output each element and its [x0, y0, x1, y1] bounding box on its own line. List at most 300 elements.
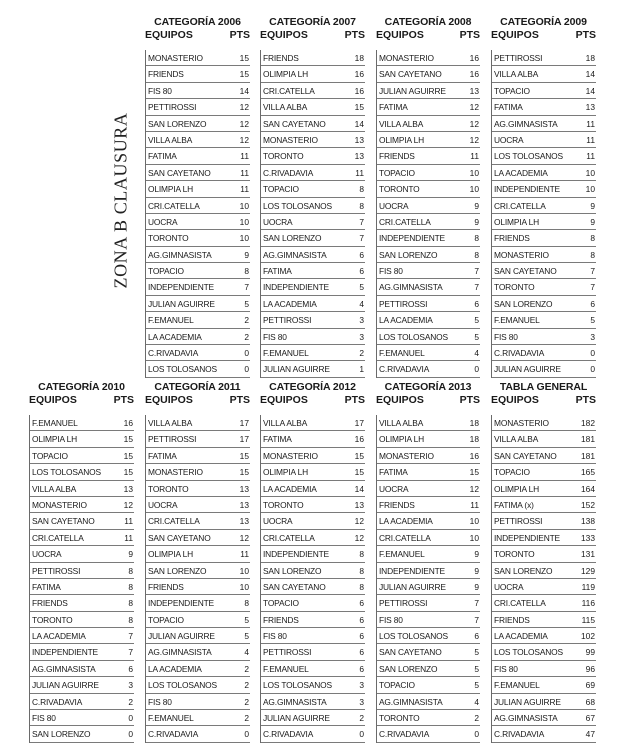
team-points: 9 — [474, 216, 479, 227]
team-name: SAN CAYETANO — [379, 647, 442, 658]
table-row — [377, 214, 480, 230]
table-row — [146, 361, 250, 377]
team-name: PETTIROSSI — [263, 647, 312, 658]
team-name: JULIAN AGUIRRE — [263, 364, 330, 375]
team-points: 6 — [128, 663, 133, 674]
table-row — [492, 694, 596, 710]
table-row — [492, 431, 596, 447]
table-row — [261, 497, 365, 513]
team-points: 96 — [585, 663, 595, 674]
team-name: AG.GIMNASISTA — [494, 118, 558, 129]
team-name: CRI.CATELLA — [148, 516, 200, 527]
table-row — [377, 661, 480, 677]
table-row — [377, 628, 480, 644]
table-row — [261, 710, 365, 726]
table-row — [492, 361, 596, 377]
table-row — [261, 312, 365, 328]
table-row — [261, 579, 365, 595]
team-points: 0 — [128, 729, 133, 740]
team-name: OLIMPIA LH — [494, 483, 540, 494]
team-name: OLIMPIA LH — [379, 434, 425, 445]
table-row — [30, 513, 134, 529]
column-header-team: EQUIPOS — [260, 29, 308, 41]
table-row — [492, 50, 596, 66]
table-row — [377, 530, 480, 546]
table-row — [261, 431, 365, 447]
team-points: 13 — [239, 516, 249, 527]
table-row — [492, 329, 596, 345]
team-points: 16 — [354, 69, 364, 80]
table-row — [30, 579, 134, 595]
team-name: JULIAN AGUIRRE — [263, 713, 330, 724]
table-rows — [260, 50, 365, 378]
team-points: 10 — [239, 565, 249, 576]
table-row — [261, 198, 365, 214]
column-header-team: EQUIPOS — [376, 394, 424, 406]
team-name: C.RIVADAVIA — [32, 696, 83, 707]
table-row — [146, 263, 250, 279]
team-name: SAN LORENZO — [379, 663, 438, 674]
table-row — [377, 481, 480, 497]
team-points: 7 — [590, 266, 595, 277]
table-row — [30, 464, 134, 480]
team-points: 5 — [244, 298, 249, 309]
team-points: 8 — [244, 266, 249, 277]
column-header-points: PTS — [459, 394, 480, 406]
table-header — [260, 28, 365, 42]
table-row — [492, 296, 596, 312]
team-points: 13 — [354, 134, 364, 145]
table-row — [261, 50, 365, 66]
team-points: 102 — [581, 631, 595, 642]
team-name: LOS TOLOSANOS — [494, 151, 563, 162]
table-row — [146, 415, 250, 431]
table-row — [377, 99, 480, 115]
team-points: 6 — [359, 631, 364, 642]
team-name: CRI.CATELLA — [263, 532, 315, 543]
team-points: 6 — [359, 249, 364, 260]
table-row — [261, 563, 365, 579]
team-points: 119 — [581, 581, 595, 592]
table-row — [377, 448, 480, 464]
table-row — [261, 661, 365, 677]
team-name: SAN CAYETANO — [263, 581, 326, 592]
team-points: 2 — [474, 713, 479, 724]
team-points: 11 — [586, 151, 595, 162]
team-points: 9 — [474, 200, 479, 211]
team-name: F.EMANUEL — [379, 348, 425, 359]
team-name: LA ACADEMIA — [32, 631, 86, 642]
table-rows — [29, 415, 134, 743]
team-points: 5 — [590, 315, 595, 326]
column-header-points: PTS — [575, 29, 596, 41]
table-row — [261, 230, 365, 246]
table-row — [492, 83, 596, 99]
team-points: 5 — [474, 331, 479, 342]
team-name: F.EMANUEL — [148, 315, 194, 326]
table-row — [30, 431, 134, 447]
team-points: 13 — [354, 151, 364, 162]
team-points: 7 — [474, 266, 479, 277]
table-row — [146, 677, 250, 693]
team-points: 16 — [123, 418, 133, 428]
team-name: AG.GIMNASISTA — [263, 696, 327, 707]
table-row — [146, 165, 250, 181]
zona-title-text: ZONA B CLAUSURA — [110, 111, 131, 289]
team-points: 7 — [590, 282, 595, 293]
team-points: 133 — [581, 532, 595, 543]
team-name: F.EMANUEL — [263, 663, 309, 674]
table-row — [377, 431, 480, 447]
table-row — [492, 181, 596, 197]
team-points: 0 — [244, 348, 249, 359]
team-name: C.RIVADAVIA — [263, 729, 314, 740]
team-points: 5 — [474, 647, 479, 658]
table-row — [30, 694, 134, 710]
team-points: 13 — [354, 499, 364, 510]
team-points: 14 — [585, 85, 595, 96]
team-points: 9 — [590, 216, 595, 227]
team-name: FIS 80 — [263, 631, 287, 642]
team-name: C.RIVADAVIA — [263, 167, 314, 178]
team-points: 0 — [590, 364, 595, 375]
table-row — [146, 661, 250, 677]
table-row — [492, 148, 596, 164]
team-name: FRIENDS — [263, 614, 299, 625]
table-row — [492, 726, 596, 742]
table-row — [377, 279, 480, 295]
table-row — [261, 214, 365, 230]
team-name: VILLA ALBA — [148, 134, 193, 145]
column-header-points: PTS — [344, 394, 365, 406]
table-header — [29, 393, 134, 407]
team-points: 5 — [244, 614, 249, 625]
team-name: INDEPENDIENTE — [263, 282, 329, 293]
team-points: 17 — [239, 434, 249, 445]
team-points: 7 — [474, 614, 479, 625]
table-row — [261, 481, 365, 497]
team-points: 10 — [585, 184, 595, 195]
table-row — [146, 448, 250, 464]
table-row — [377, 329, 480, 345]
table-row — [146, 132, 250, 148]
table-row — [261, 464, 365, 480]
team-name: CRI.CATELLA — [32, 532, 84, 543]
team-points: 131 — [581, 549, 595, 560]
team-points: 9 — [474, 549, 479, 560]
team-points: 6 — [474, 631, 479, 642]
team-points: 7 — [244, 282, 249, 293]
team-points: 5 — [359, 282, 364, 293]
table-row — [492, 116, 596, 132]
team-name: TOPACIO — [32, 450, 68, 461]
team-name: INDEPENDIENTE — [32, 647, 98, 658]
team-name: FATIMA — [263, 434, 292, 445]
team-points: 8 — [128, 565, 133, 576]
team-name: SAN LORENZO — [494, 298, 553, 309]
table-row — [30, 628, 134, 644]
team-points: 15 — [123, 434, 133, 445]
team-name: TOPACIO — [148, 266, 184, 277]
team-name: OLIMPIA LH — [263, 69, 309, 80]
table-row — [492, 415, 596, 431]
table-row — [492, 710, 596, 726]
team-name: VILLA ALBA — [494, 434, 539, 445]
team-name: MONASTERIO — [494, 418, 549, 428]
team-points: 2 — [244, 713, 249, 724]
team-points: 15 — [354, 102, 364, 113]
team-name: LA ACADEMIA — [263, 298, 317, 309]
team-name: PETTIROSSI — [494, 516, 543, 527]
table-row — [146, 312, 250, 328]
category-title: CATEGORÍA 2006 — [154, 16, 241, 28]
team-points: 14 — [354, 118, 364, 129]
team-name: UOCRA — [263, 216, 293, 227]
team-points: 11 — [240, 151, 249, 162]
column-header-team: EQUIPOS — [145, 29, 193, 41]
table-row — [377, 345, 480, 361]
team-points: 12 — [123, 499, 133, 510]
table-row — [146, 563, 250, 579]
team-points: 6 — [474, 298, 479, 309]
table-row — [261, 644, 365, 660]
table-header — [376, 28, 480, 42]
team-name: FIS 80 — [379, 266, 403, 277]
table-row — [261, 99, 365, 115]
team-name: PETTIROSSI — [379, 598, 428, 609]
table-row — [377, 644, 480, 660]
table-row — [30, 661, 134, 677]
team-name: PETTIROSSI — [494, 53, 543, 63]
team-name: CRI.CATELLA — [379, 532, 431, 543]
table-row — [146, 50, 250, 66]
team-points: 15 — [469, 467, 479, 478]
table-row — [146, 497, 250, 513]
table-row — [377, 116, 480, 132]
team-points: 10 — [239, 200, 249, 211]
team-points: 3 — [128, 680, 133, 691]
team-points: 3 — [359, 696, 364, 707]
table-row — [377, 546, 480, 562]
table-row — [492, 132, 596, 148]
table-row — [492, 513, 596, 529]
column-header-points: PTS — [113, 394, 134, 406]
table-row — [492, 497, 596, 513]
table-row — [377, 415, 480, 431]
team-points: 7 — [474, 282, 479, 293]
team-points: 15 — [239, 69, 249, 80]
team-name: LA ACADEMIA — [494, 167, 548, 178]
category-title: CATEGORÍA 2012 — [269, 381, 356, 393]
table-row — [492, 66, 596, 82]
team-points: 17 — [239, 418, 249, 428]
team-name: TORONTO — [379, 184, 420, 195]
team-name: SAN CAYETANO — [263, 118, 326, 129]
team-points: 8 — [359, 184, 364, 195]
team-points: 2 — [359, 348, 364, 359]
team-name: OLIMPIA LH — [263, 467, 309, 478]
team-points: 14 — [585, 69, 595, 80]
team-name: TOPACIO — [379, 167, 415, 178]
team-name: LOS TOLOSANOS — [148, 680, 217, 691]
team-name: SAN CAYETANO — [494, 450, 557, 461]
team-points: 16 — [354, 434, 364, 445]
team-points: 2 — [244, 680, 249, 691]
team-name: OLIMPIA LH — [148, 184, 194, 195]
team-name: FRIENDS — [379, 499, 415, 510]
table-row — [30, 710, 134, 726]
column-header-team: EQUIPOS — [491, 29, 539, 41]
team-name: SAN CAYETANO — [148, 532, 211, 543]
table-row — [377, 726, 480, 742]
category-title: CATEGORÍA 2007 — [269, 16, 356, 28]
team-name: SAN LORENZO — [379, 249, 438, 260]
column-header-team: EQUIPOS — [29, 394, 77, 406]
category-title: CATEGORÍA 2011 — [154, 381, 241, 393]
table-row — [146, 710, 250, 726]
table-header — [145, 393, 250, 407]
table-row — [377, 181, 480, 197]
table-row — [30, 415, 134, 431]
team-name: AG.GIMNASISTA — [379, 282, 443, 293]
column-header-team: EQUIPOS — [491, 394, 539, 406]
team-name: FIS 80 — [263, 331, 287, 342]
table-row — [30, 644, 134, 660]
team-name: PETTIROSSI — [148, 102, 197, 113]
table-rows — [145, 415, 250, 743]
team-points: 16 — [469, 69, 479, 80]
team-name: TORONTO — [148, 233, 189, 244]
team-name: OLIMPIA LH — [494, 216, 540, 227]
table-row — [377, 612, 480, 628]
team-points: 6 — [359, 614, 364, 625]
table-row — [492, 464, 596, 480]
team-name: TOPACIO — [263, 598, 299, 609]
table-row — [146, 726, 250, 742]
team-name: VILLA ALBA — [263, 418, 308, 428]
table-row — [146, 694, 250, 710]
table-row — [146, 513, 250, 529]
team-points: 11 — [586, 118, 595, 129]
table-row — [146, 247, 250, 263]
team-points: 9 — [590, 200, 595, 211]
team-points: 8 — [359, 200, 364, 211]
team-points: 12 — [239, 134, 249, 145]
team-name: AG.GIMNASISTA — [32, 663, 96, 674]
team-name: F.EMANUEL — [379, 549, 425, 560]
team-points: 18 — [469, 434, 479, 445]
team-points: 164 — [581, 483, 595, 494]
team-points: 99 — [585, 647, 595, 658]
team-name: FATIMA — [494, 102, 523, 113]
team-points: 11 — [586, 134, 595, 145]
team-points: 6 — [359, 663, 364, 674]
team-name: LOS TOLOSANOS — [148, 364, 217, 375]
team-name: OLIMPIA LH — [379, 134, 425, 145]
team-name: INDEPENDIENTE — [148, 598, 214, 609]
table-row — [377, 165, 480, 181]
team-name: VILLA ALBA — [263, 102, 308, 113]
table-row — [492, 448, 596, 464]
team-name: FIS 80 — [494, 663, 518, 674]
team-name: UOCRA — [494, 134, 524, 145]
team-name: FRIENDS — [148, 69, 184, 80]
standings-table — [491, 16, 596, 375]
table-row — [261, 448, 365, 464]
team-name: UOCRA — [379, 483, 409, 494]
table-row — [146, 644, 250, 660]
table-row — [377, 148, 480, 164]
table-row — [261, 66, 365, 82]
standings-table — [491, 381, 596, 740]
standings-table — [376, 16, 480, 375]
zona-title — [104, 60, 138, 340]
team-points: 10 — [239, 581, 249, 592]
table-row — [377, 83, 480, 99]
team-name: INDEPENDIENTE — [379, 565, 445, 576]
team-points: 3 — [590, 331, 595, 342]
team-name: F.EMANUEL — [32, 418, 78, 428]
table-rows — [491, 50, 596, 378]
table-row — [377, 263, 480, 279]
table-row — [492, 546, 596, 562]
team-points: 8 — [128, 614, 133, 625]
team-name: FRIENDS — [32, 598, 68, 609]
team-name: SAN LORENZO — [32, 729, 91, 740]
table-row — [261, 132, 365, 148]
table-row — [30, 481, 134, 497]
team-points: 12 — [469, 118, 479, 129]
team-points: 5 — [474, 315, 479, 326]
team-name: C.RIVADAVIA — [379, 364, 430, 375]
team-name: TOPACIO — [494, 85, 530, 96]
column-header-team: EQUIPOS — [376, 29, 424, 41]
team-name: SAN LORENZO — [494, 565, 553, 576]
team-points: 11 — [240, 549, 249, 560]
table-row — [261, 530, 365, 546]
standings-table — [260, 16, 365, 375]
team-name: LOS TOLOSANOS — [32, 467, 101, 478]
table-header — [260, 393, 365, 407]
team-points: 8 — [128, 581, 133, 592]
table-row — [261, 247, 365, 263]
team-points: 182 — [581, 418, 595, 428]
team-name: FRIENDS — [263, 53, 299, 63]
team-name: CRI.CATELLA — [148, 200, 200, 211]
team-points: 10 — [469, 516, 479, 527]
team-points: 8 — [128, 598, 133, 609]
table-row — [146, 214, 250, 230]
team-points: 18 — [354, 53, 364, 63]
table-row — [30, 563, 134, 579]
team-points: 2 — [244, 663, 249, 674]
table-row — [261, 612, 365, 628]
team-name: TOPACIO — [494, 467, 530, 478]
team-points: 12 — [239, 102, 249, 113]
team-name: AG.GIMNASISTA — [148, 647, 212, 658]
table-row — [146, 595, 250, 611]
standings-table — [260, 381, 365, 740]
team-points: 10 — [469, 167, 479, 178]
table-row — [146, 181, 250, 197]
team-points: 1 — [359, 364, 364, 375]
table-row — [377, 563, 480, 579]
table-row — [146, 530, 250, 546]
team-points: 12 — [469, 483, 479, 494]
table-row — [261, 595, 365, 611]
table-row — [261, 263, 365, 279]
team-points: 4 — [474, 348, 479, 359]
